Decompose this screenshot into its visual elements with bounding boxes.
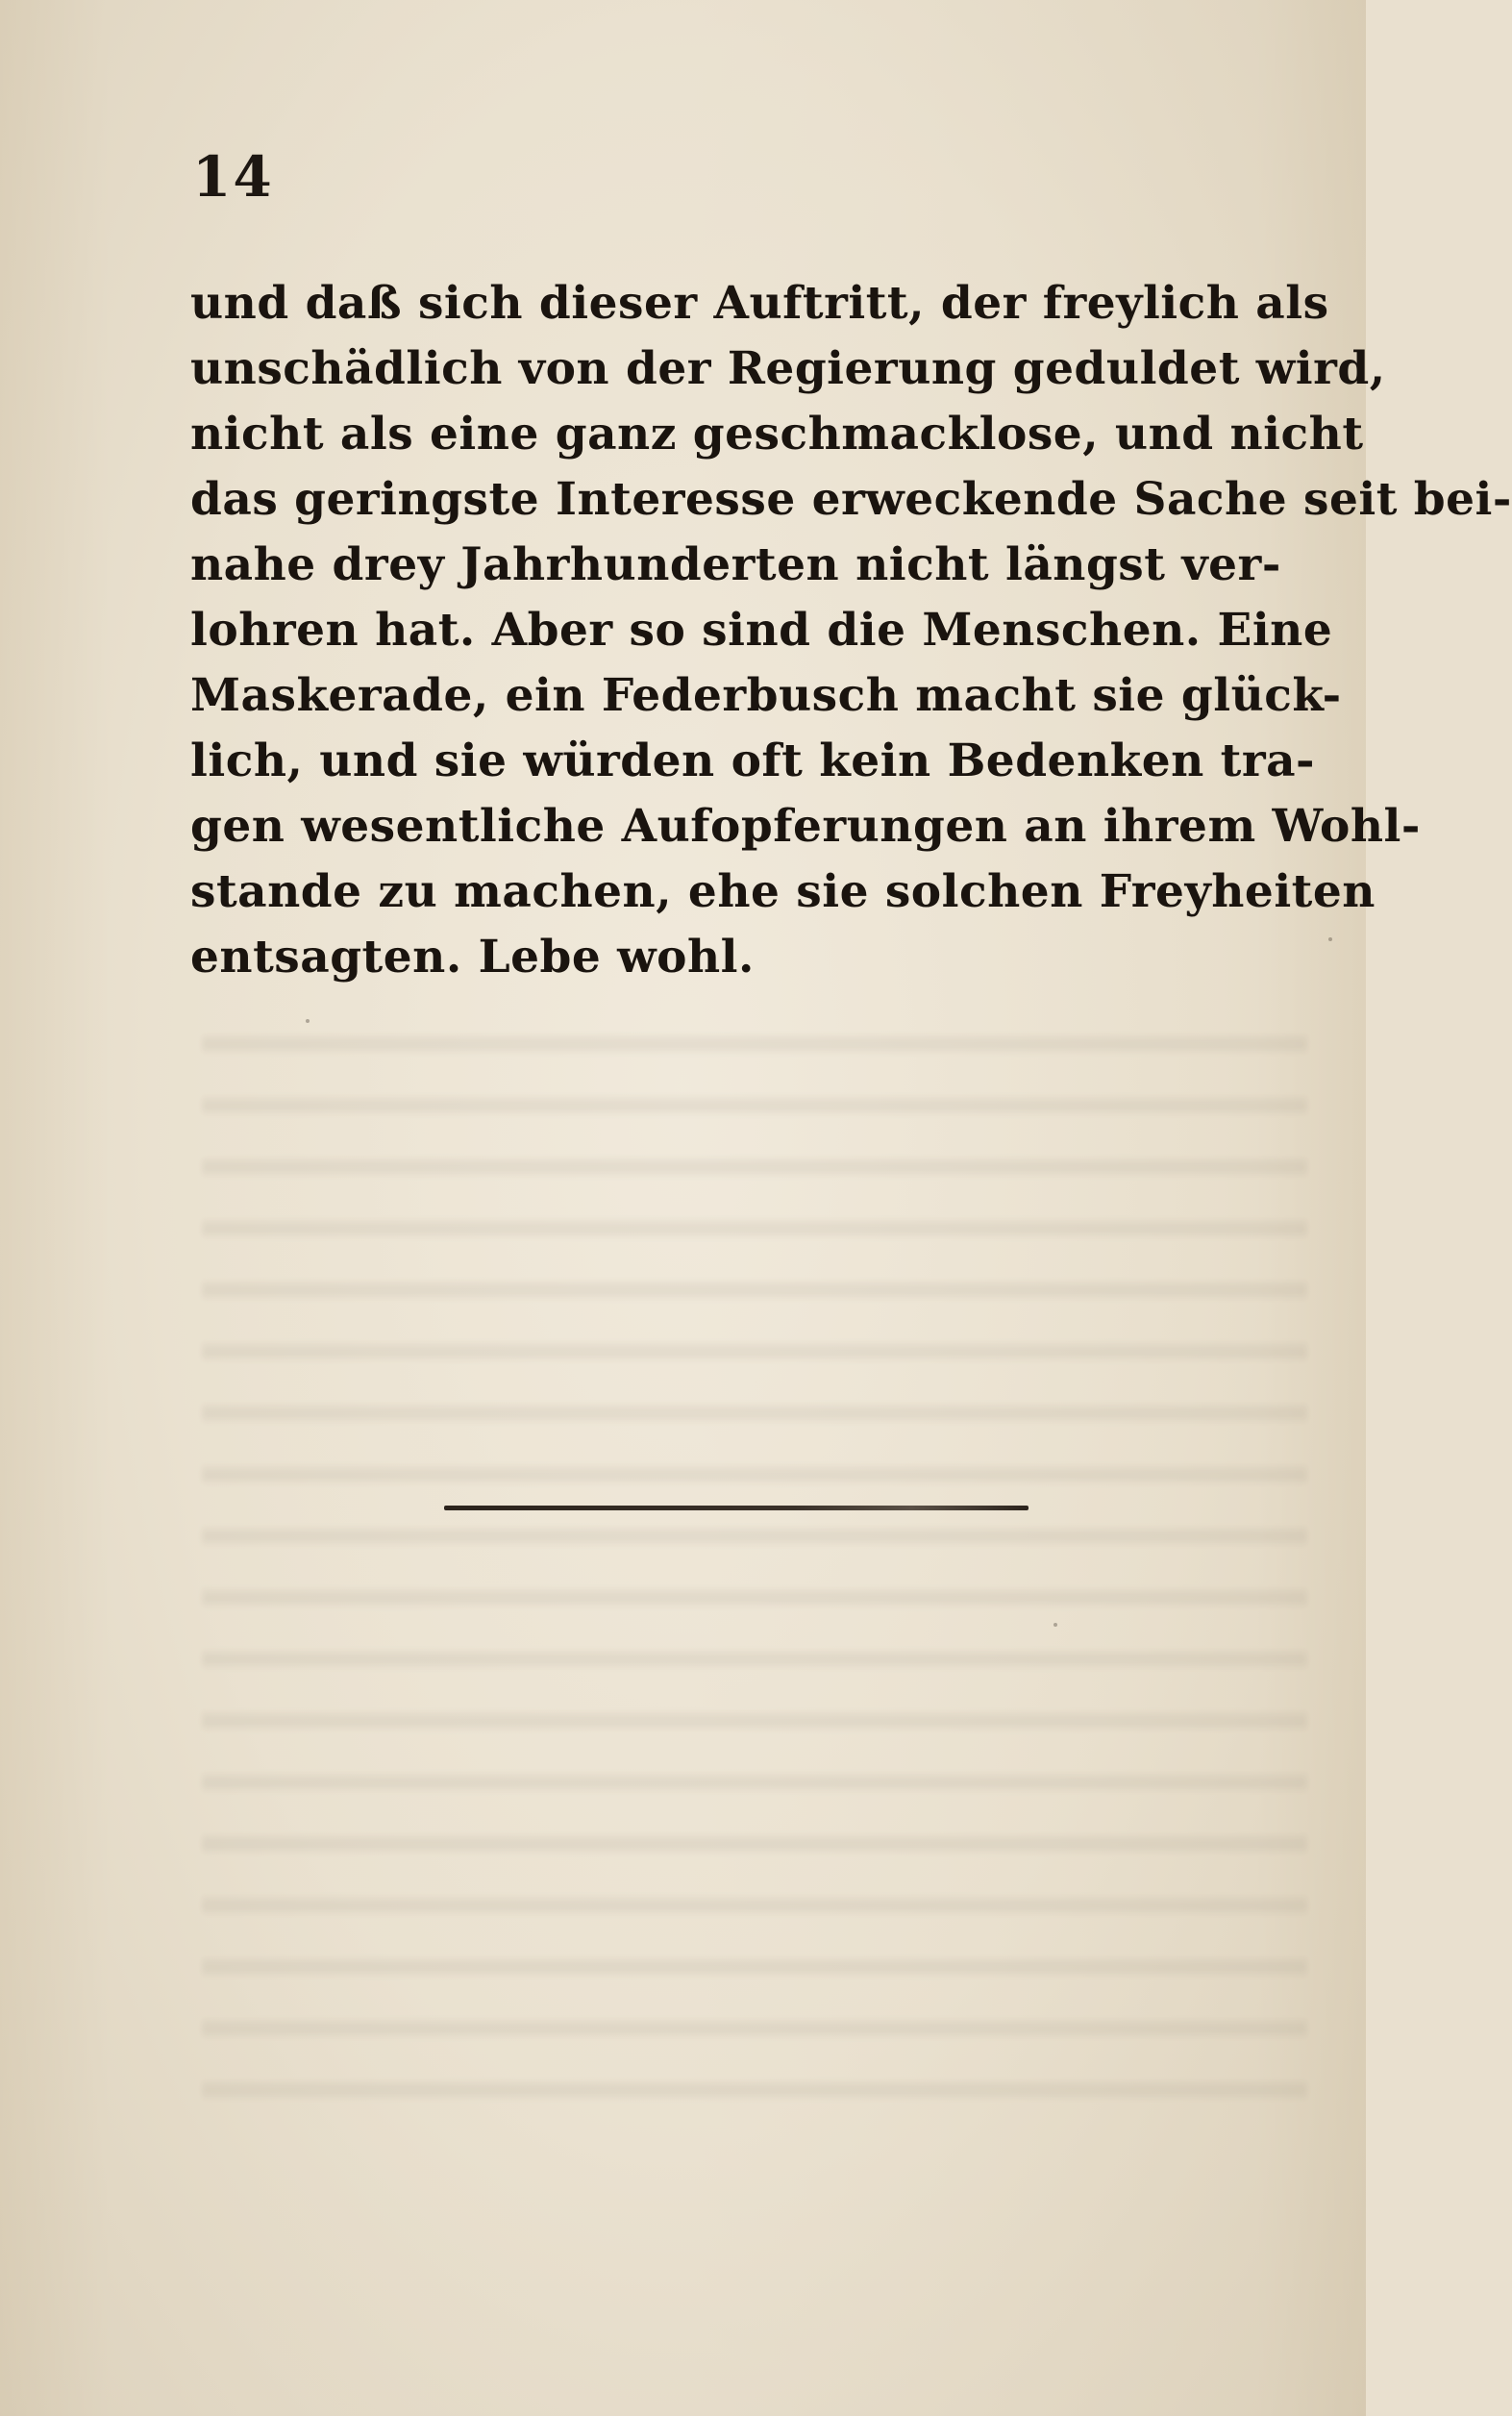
text-line: und daß sich dieser Auftritt, der freylich als [190, 277, 1329, 330]
text-line-last: entsagten. Lebe wohl. [190, 931, 755, 984]
text-line: lich, und sie würden oft kein Bedenken tra- [190, 735, 1316, 787]
text-line: stande zu machen, ehe sie solchen Freyheiten [190, 865, 1376, 918]
text-line: lohren hat. Aber so sind die Menschen. Eine [190, 604, 1333, 657]
paper-speck [1328, 937, 1332, 941]
text-line: das geringste Interesse erweckende Sache seit bei- [190, 473, 1512, 526]
text-line: nicht als eine ganz geschmacklose, und nicht [190, 408, 1364, 461]
body-text [190, 271, 1512, 990]
show-through-text [202, 1000, 1307, 2115]
paper-speck [306, 1019, 310, 1023]
text-line: unschädlich von der Regierung geduldet wird, [190, 342, 1386, 395]
section-divider-rule [444, 1506, 1029, 1510]
text-line: gen wesentliche Aufopferungen an ihrem Wohl- [190, 800, 1421, 853]
paper-speck [1053, 1623, 1057, 1627]
text-line: Maskerade, ein Federbusch macht sie glück- [190, 669, 1342, 722]
text-line: nahe drey Jahrhunderten nicht längst ver- [190, 538, 1281, 591]
page-number: 14 [192, 144, 274, 210]
